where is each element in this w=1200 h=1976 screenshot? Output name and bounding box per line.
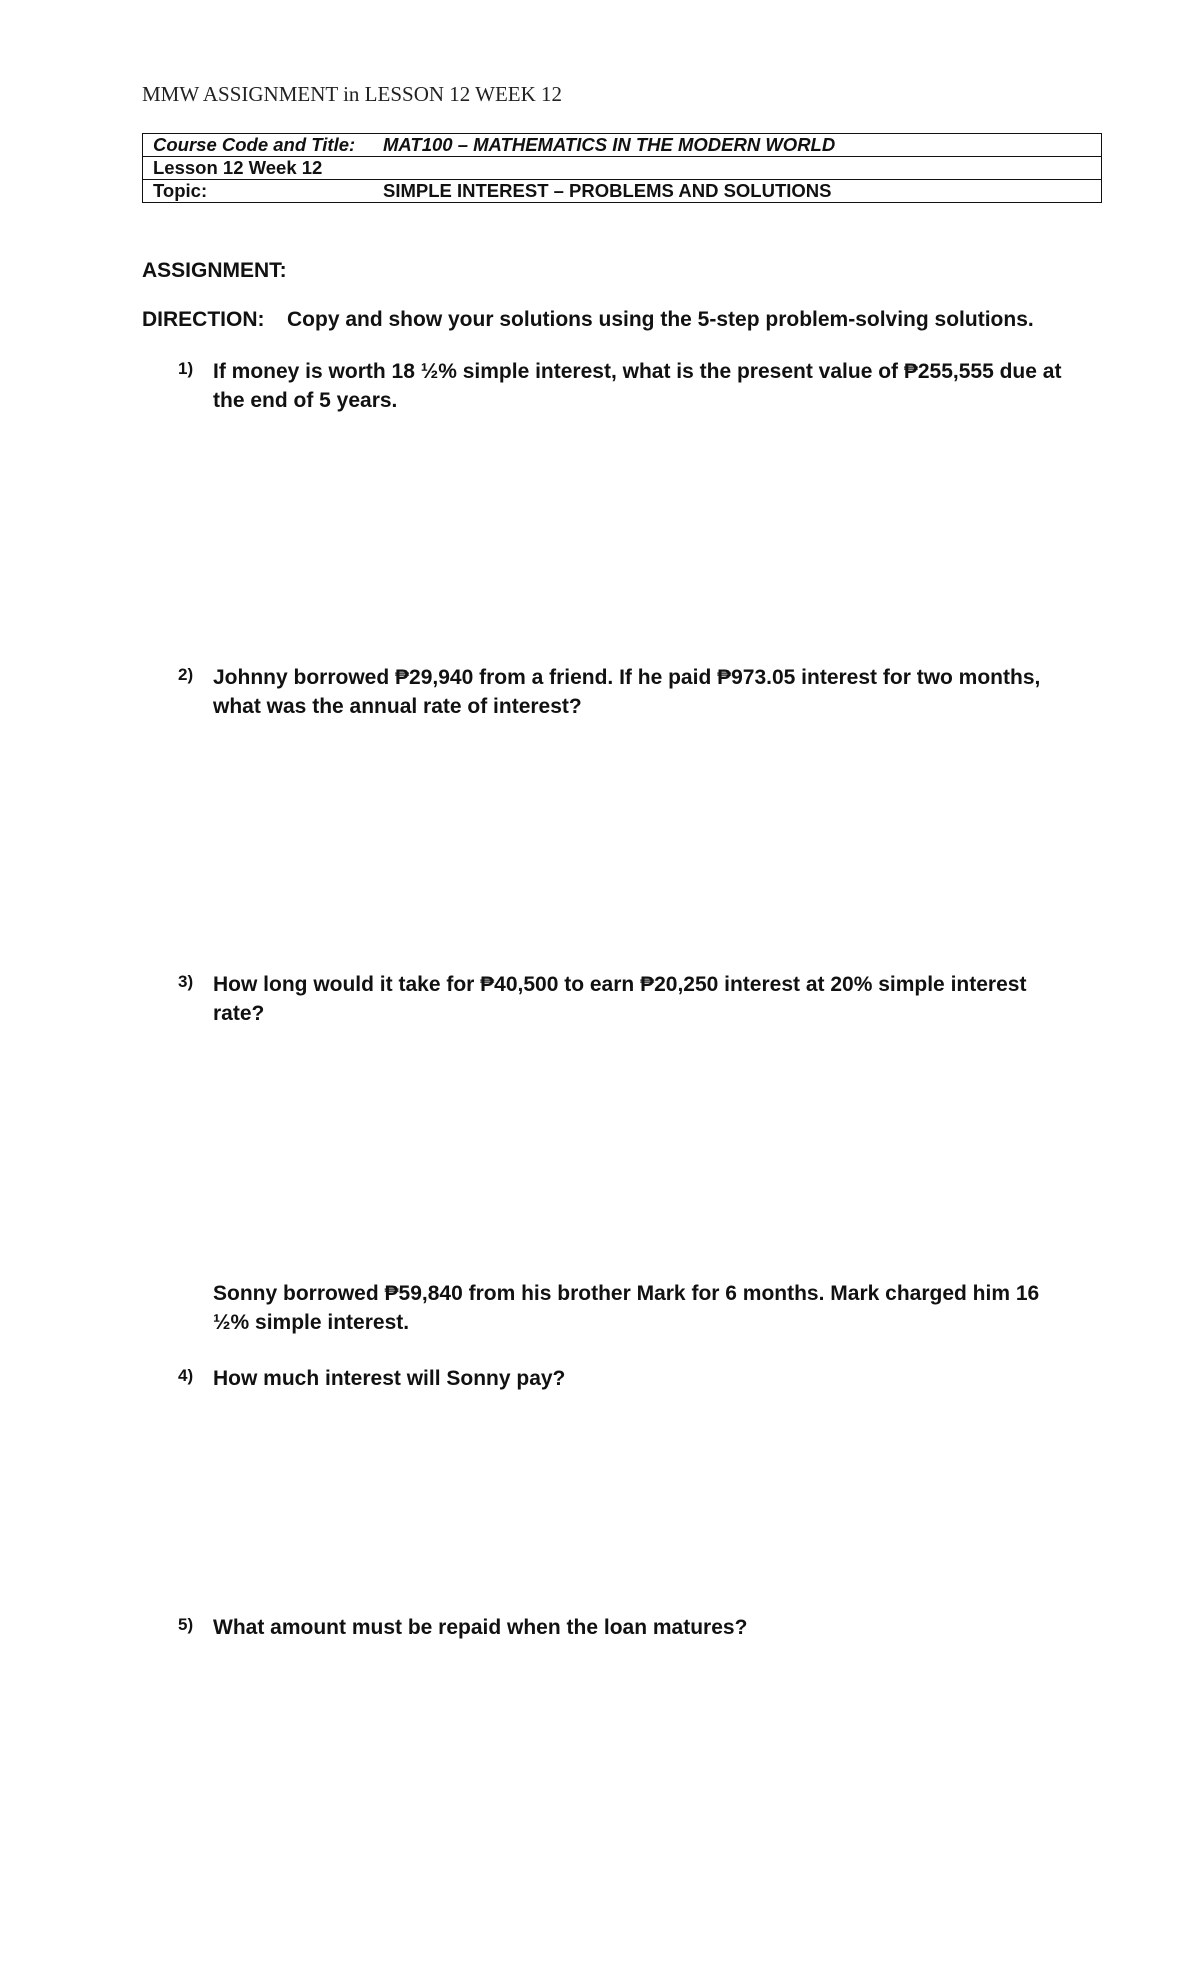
question-4: [178, 1364, 1078, 1393]
problem-context: Sonny borrowed ₱59,840 from his brother Mark for 6 months. Mark charged him 16 ½% simple interest.: [213, 1282, 1040, 1334]
question-number: 3): [178, 972, 194, 991]
topic-row: [143, 180, 1102, 203]
question-number: 2): [178, 665, 194, 684]
course-label: Course Code and Title:: [153, 134, 356, 155]
assignment-heading: ASSIGNMENT:: [142, 259, 287, 282]
topic-cell: [143, 180, 1102, 203]
question-3: [178, 970, 1078, 1028]
direction-label: DIRECTION:: [142, 308, 265, 331]
question-text: What amount must be repaid when the loan matures?: [213, 1616, 748, 1639]
course-info-table: [142, 133, 1102, 203]
question-text: How long would it take for ₱40,500 to earn ₱20,250 interest at 20% simple interest rate?: [213, 973, 1027, 1025]
question-text: If money is worth 18 ½% simple interest, what is the present value of ₱255,555 due at the end of 5 years.: [213, 360, 1062, 412]
course-row: [143, 134, 1102, 157]
question-1: [178, 357, 1078, 415]
topic-label: Topic:: [153, 180, 208, 201]
question-5: [178, 1613, 1078, 1642]
direction-text: Copy and show your solutions using the 5-step problem-solving solutions.: [287, 308, 1034, 331]
question-number: 5): [178, 1615, 194, 1634]
page-header: MMW ASSIGNMENT in LESSON 12 WEEK 12: [142, 82, 563, 106]
direction: [142, 308, 1034, 332]
question-number: 4): [178, 1366, 194, 1385]
lesson-cell: Lesson 12 Week 12: [143, 157, 1102, 180]
question-text: Johnny borrowed ₱29,940 from a friend. If he paid ₱973.05 interest for two months, what was the annual rate of interest?: [213, 666, 1041, 718]
course-cell: [143, 134, 1102, 157]
course-value: MAT100 – MATHEMATICS IN THE MODERN WORLD: [383, 134, 836, 155]
question-2: [178, 663, 1078, 721]
lesson-row: [143, 157, 1102, 180]
question-number: 1): [178, 359, 194, 378]
topic-value: SIMPLE INTEREST – PROBLEMS AND SOLUTIONS: [383, 180, 832, 201]
question-text: How much interest will Sonny pay?: [213, 1367, 566, 1390]
